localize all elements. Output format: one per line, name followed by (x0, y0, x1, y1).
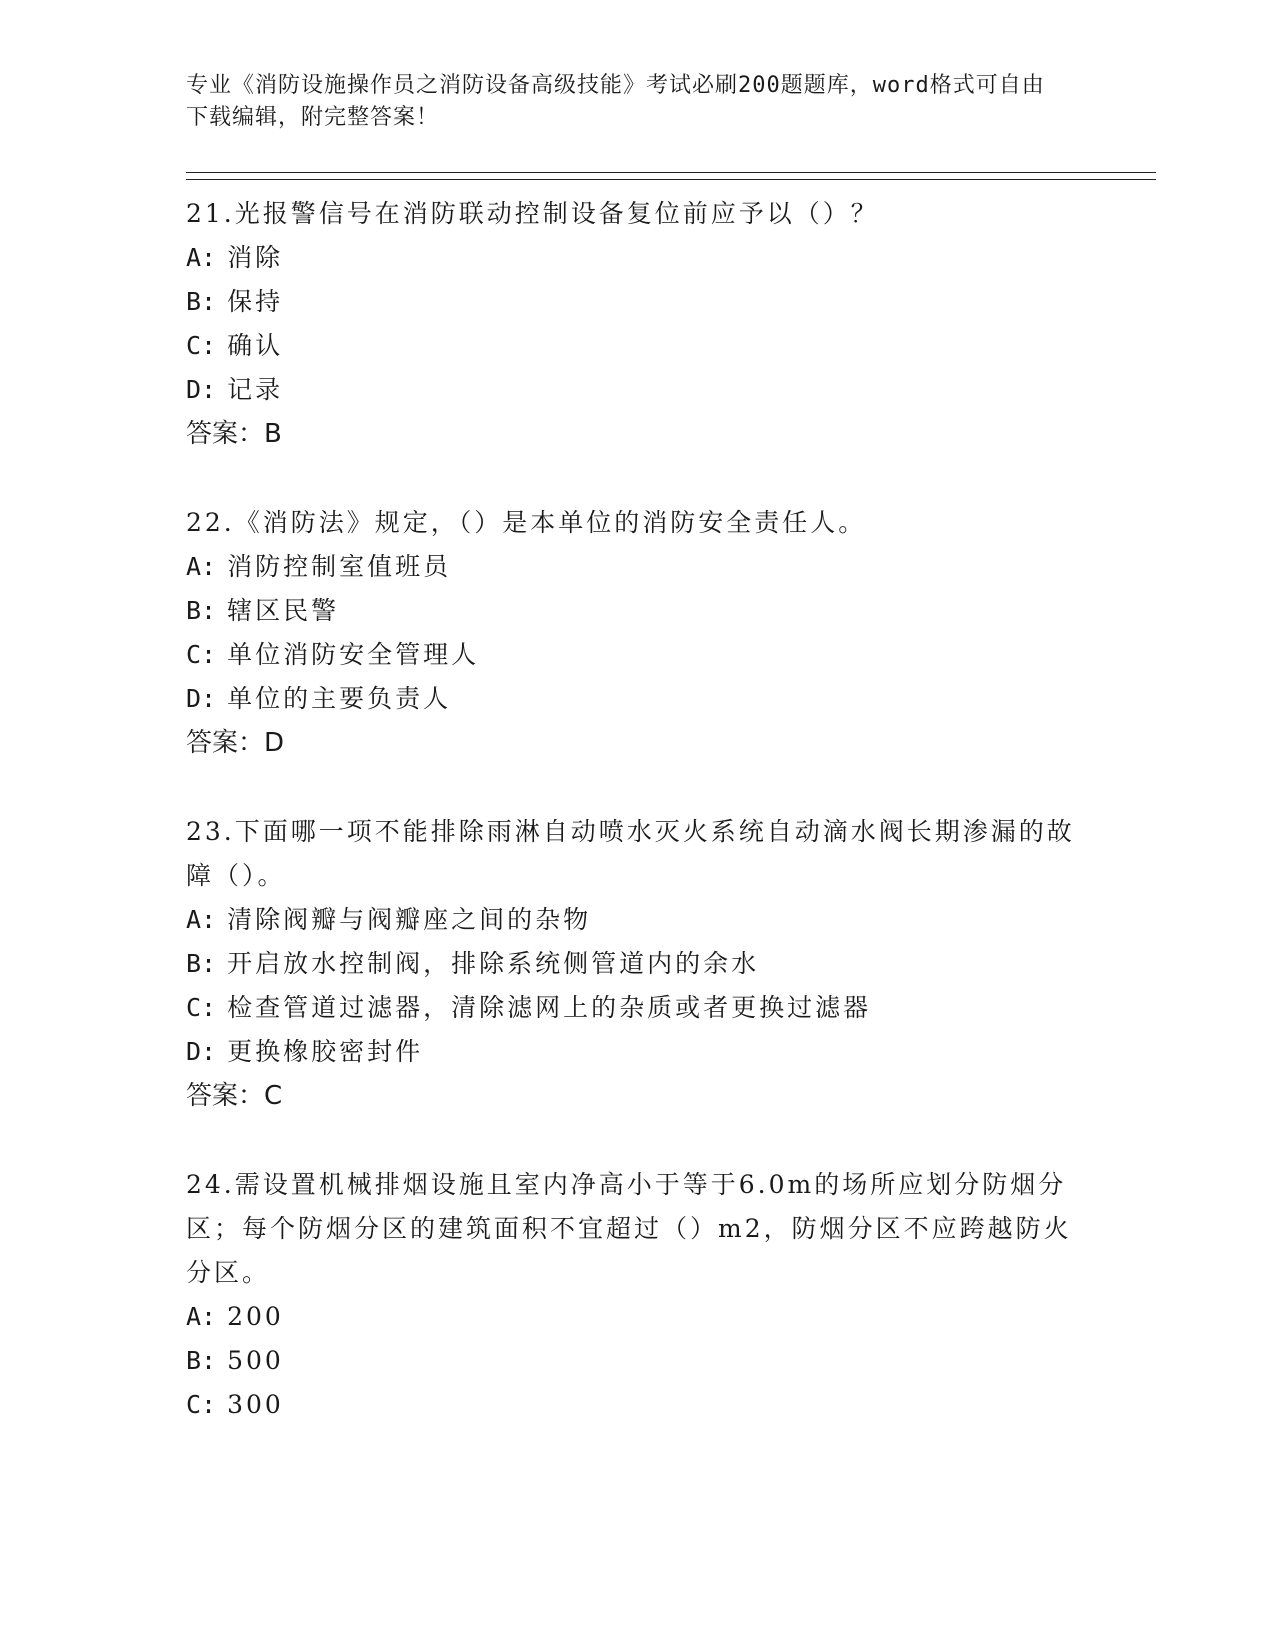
option-text: 辖区民警 (227, 596, 340, 625)
option-letter: C: (186, 640, 217, 669)
option-text: 300 (227, 1390, 284, 1419)
option-text: 更换橡胶密封件 (227, 1037, 424, 1066)
option-letter: B: (186, 949, 217, 978)
option-letter: A: (186, 1302, 217, 1331)
option-letter: A: (186, 243, 217, 272)
question-stem: 21.光报警信号在消防联动控制设备复位前应予以（）？ (186, 199, 879, 228)
option-text: 清除阀瓣与阀瓣座之间的杂物 (227, 905, 592, 934)
header-divider (186, 172, 1156, 180)
option-c (186, 986, 1156, 1030)
option-c (186, 633, 1156, 677)
question-23 (186, 810, 1156, 1118)
question-stem: 24.需设置机械排烟设施且室内净高小于等于6.0m的场所应划分防烟分区；每个防烟分区的建筑面积不宜超过（）m2，防烟分区不应跨越防火分区。 (186, 1170, 1072, 1287)
option-text: 消防控制室值班员 (227, 552, 452, 581)
document-page (186, 70, 1156, 1427)
option-letter: D: (186, 375, 217, 404)
question-stem: 22.《消防法》规定，（）是本单位的消防安全责任人。 (186, 508, 867, 537)
option-letter: A: (186, 905, 217, 934)
option-d (186, 1030, 1156, 1074)
option-letter: B: (186, 1346, 217, 1375)
answer-line: 答案：C (186, 1081, 283, 1111)
question-21 (186, 192, 1156, 456)
option-b (186, 589, 1156, 633)
option-a (186, 236, 1156, 280)
option-letter: C: (186, 993, 217, 1022)
option-a (186, 545, 1156, 589)
option-text: 开启放水控制阀，排除系统侧管道内的余水 (227, 949, 760, 978)
answer-line: 答案：D (186, 728, 285, 758)
question-stem: 23.下面哪一项不能排除雨淋自动喷水灭火系统自动滴水阀长期渗漏的故障（）。 (186, 817, 1075, 890)
spacer (186, 765, 1156, 810)
option-b (186, 942, 1156, 986)
option-letter: C: (186, 331, 217, 360)
option-letter: D: (186, 1037, 217, 1066)
question-24 (186, 1163, 1156, 1427)
option-letter: B: (186, 596, 217, 625)
option-text: 检查管道过滤器，清除滤网上的杂质或者更换过滤器 (227, 993, 872, 1022)
option-text: 记录 (227, 375, 284, 404)
question-22 (186, 501, 1156, 765)
option-text: 单位消防安全管理人 (227, 640, 480, 669)
option-letter: A: (186, 552, 217, 581)
option-d (186, 677, 1156, 721)
option-letter: B: (186, 287, 217, 316)
spacer (186, 1118, 1156, 1163)
option-b (186, 1339, 1156, 1383)
answer-line: 答案：B (186, 419, 282, 449)
option-a (186, 1295, 1156, 1339)
option-d (186, 368, 1156, 412)
option-text: 500 (227, 1346, 284, 1375)
option-text: 200 (227, 1302, 284, 1331)
option-text: 保持 (227, 287, 284, 316)
option-text: 单位的主要负责人 (227, 684, 452, 713)
option-text: 消除 (227, 243, 284, 272)
option-letter: D: (186, 684, 217, 713)
document-header: 专业《消防设施操作员之消防设备高级技能》考试必刷200题题库，word格式可自由下载编辑，附完整答案！ (186, 73, 1045, 130)
option-b (186, 280, 1156, 324)
option-letter: C: (186, 1390, 217, 1419)
option-text: 确认 (227, 331, 284, 360)
spacer (186, 456, 1156, 501)
option-a (186, 898, 1156, 942)
option-c (186, 324, 1156, 368)
option-c (186, 1383, 1156, 1427)
